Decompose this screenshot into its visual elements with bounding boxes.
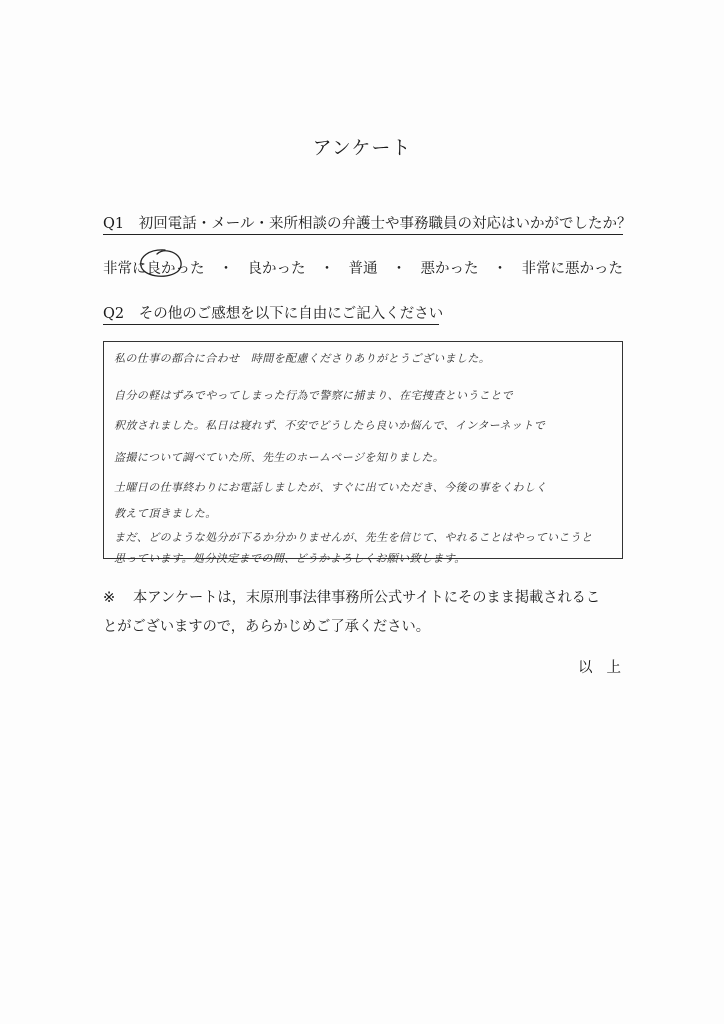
- option-separator: ・: [319, 261, 335, 277]
- option-good: 良かった: [247, 261, 306, 277]
- note-text-line-2: とがございますので，あらかじめご了承ください。: [103, 619, 430, 635]
- note-text-line-1: 本アンケートは，末原刑事法律事務所公式サイトにそのまま掲載されるこ: [133, 590, 601, 606]
- publication-note: [103, 584, 633, 642]
- handwritten-line: 私の仕事の都合に合わせ 時間を配慮くださりありがとうございました。: [114, 352, 491, 365]
- note-mark: ※: [103, 590, 116, 606]
- question-1-number: Q1: [103, 216, 125, 232]
- handwritten-line: 盗撮について調べていた所、先生のホームページを知りました。: [114, 451, 445, 464]
- question-1-options: [103, 257, 623, 278]
- option-separator: ・: [492, 261, 508, 277]
- question-2-text: その他のご感想を以下に自由にご記入ください: [138, 306, 444, 322]
- option-bad: 悪かった: [420, 261, 479, 277]
- question-2: [103, 302, 444, 325]
- question-2-number: Q2: [103, 306, 125, 322]
- option-very-bad: 非常に悪かった: [521, 261, 623, 277]
- closing-mark: 以上: [578, 660, 635, 676]
- page-title: アンケート: [312, 137, 412, 159]
- handwritten-line: 自分の軽はずみでやってしまった行為で警察に捕まり、在宅捜査ということで: [114, 389, 513, 402]
- handwritten-line: まだ、どのような処分が下るか分かりませんが、先生を信じて、やれることはやっていこうと: [114, 531, 593, 544]
- free-answer-box: [103, 341, 623, 565]
- handwritten-line: 思っています。処分決定までの間、どうかよろしくお願い致します。: [114, 552, 466, 565]
- handwritten-line: 釈放されました。私日は寝れず、不安でどうしたら良いか悩んで、インターネットで: [114, 419, 546, 432]
- handwritten-line: 教えて頂きました。: [114, 507, 217, 520]
- option-separator: ・: [391, 261, 407, 277]
- question-1: [103, 212, 632, 235]
- option-separator: ・: [218, 261, 234, 277]
- handwritten-line: 土曜日の仕事終わりにお電話しましたが、すぐに出ていただき、今後の事をくわしく: [114, 481, 547, 494]
- question-1-text: 初回電話・メール・来所相談の弁護士や事務職員の対応はいかがでしたか？: [138, 216, 632, 232]
- option-very-good: 非常に良かった: [103, 261, 205, 277]
- option-average: 普通: [348, 261, 378, 277]
